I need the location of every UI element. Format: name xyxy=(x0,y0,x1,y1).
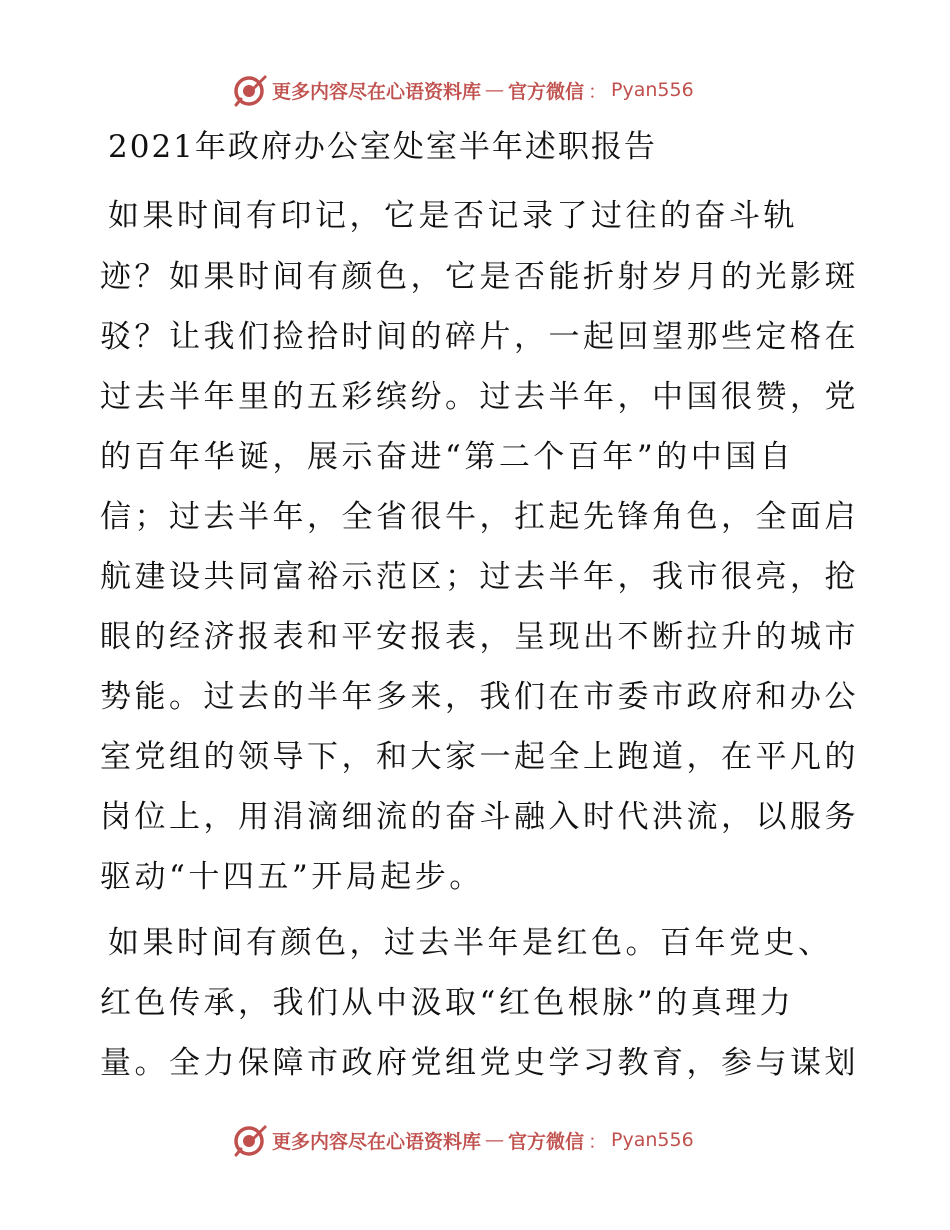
banner-colon: ： xyxy=(588,1130,608,1153)
body-line: 航建设共同富裕示范区；过去半年，我市很亮，抢 xyxy=(100,559,859,595)
banner-site-text: 更多内容尽在心语资料库 xyxy=(272,1130,482,1153)
body-line: 过去半年里的五彩缤纷。过去半年，中国很赞，党 xyxy=(100,379,859,415)
banner-site-text: 更多内容尽在心语资料库 xyxy=(272,80,482,103)
body-line: 如果时间有颜色，过去半年是红色。百年党史、 xyxy=(108,925,833,961)
banner-wechat-label: 官方微信 xyxy=(508,1130,585,1153)
banner-wechat-id: Pyan556 xyxy=(611,79,694,101)
body-line: 信；过去半年，全省很牛，扛起先锋角色，全面启 xyxy=(100,499,859,535)
body-line: 的百年华诞，展示奋进“第二个百年”的中国自 xyxy=(100,439,795,475)
banner-separator: — xyxy=(485,79,505,101)
body-line: 势能。过去的半年多来，我们在市委市政府和办公 xyxy=(100,679,859,715)
banner-wechat-label: 官方微信 xyxy=(508,80,585,103)
body-line: 量。全力保障市政府党组党史学习教育，参与谋划 xyxy=(100,1045,859,1081)
body-line: 眼的经济报表和平安报表，呈现出不断拉升的城市 xyxy=(100,619,859,655)
banner-wechat-id: Pyan556 xyxy=(611,1129,694,1151)
quill-logo-icon xyxy=(232,72,268,108)
document-title: 2021年政府办公室处室半年述职报告 xyxy=(108,129,657,165)
header-banner xyxy=(232,70,694,110)
quill-logo-icon xyxy=(232,1122,268,1158)
banner-separator: — xyxy=(485,1129,505,1151)
body-line: 驳？让我们捡拾时间的碎片，一起回望那些定格在 xyxy=(100,319,859,355)
body-line: 迹？如果时间有颜色，它是否能折射岁月的光影斑 xyxy=(100,259,859,295)
footer-banner xyxy=(232,1120,694,1160)
banner-colon: ： xyxy=(588,80,608,103)
body-line: 岗位上，用涓滴细流的奋斗融入时代洪流，以服务 xyxy=(100,799,859,835)
body-line: 如果时间有印记，它是否记录了过往的奋斗轨 xyxy=(108,198,798,234)
body-line: 红色传承，我们从中汲取“红色根脉”的真理力 xyxy=(100,985,795,1021)
body-line: 驱动“十四五”开局起步。 xyxy=(100,859,484,895)
body-line: 室党组的领导下，和大家一起全上跑道，在平凡的 xyxy=(100,739,859,775)
